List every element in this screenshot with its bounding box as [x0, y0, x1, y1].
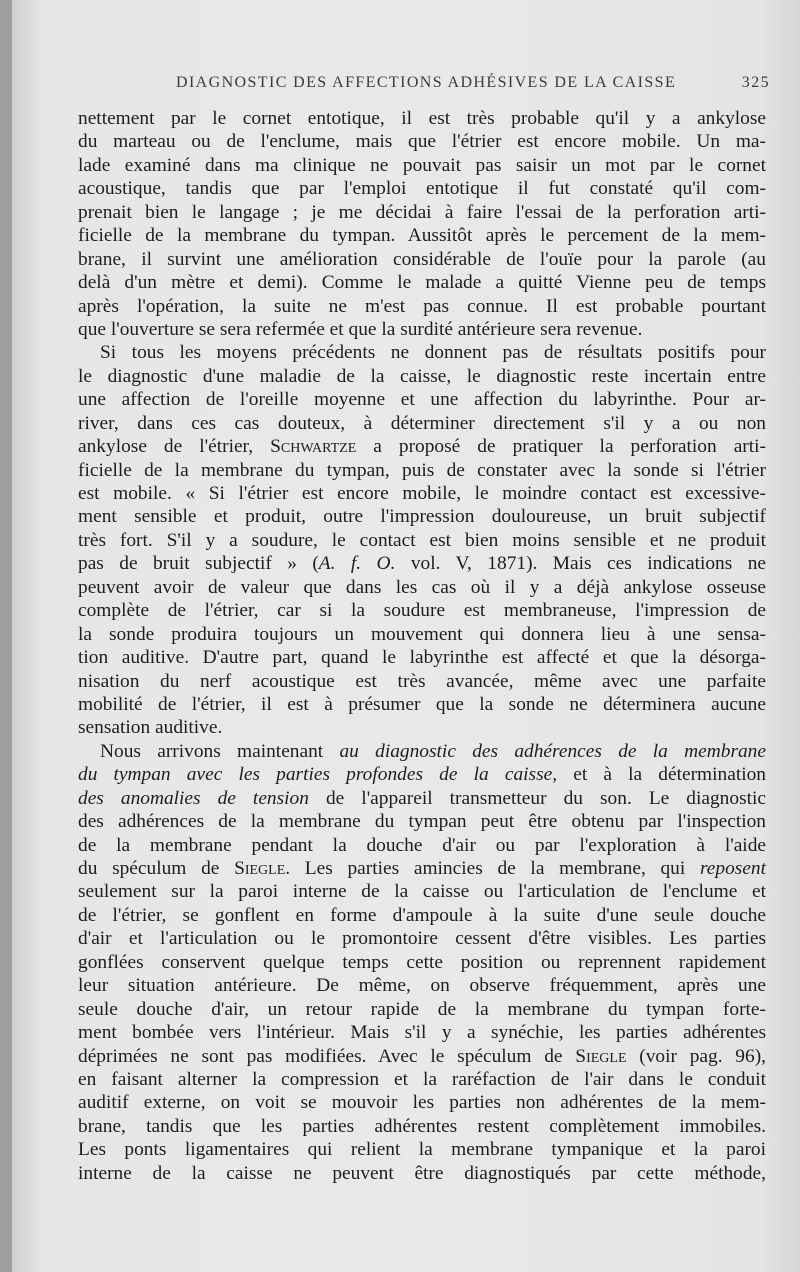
text-line	[78, 787, 766, 810]
text-line	[78, 1045, 766, 1068]
text-line: mobilité de l'étrier, il est à présumer que la sonde ne déterminera aucune	[78, 693, 766, 715]
text-line: de la membrane pendant la douche d'air ou par l'exploration à l'aide	[78, 834, 766, 856]
text-run: a proposé de pratiquer la perforation arti-	[356, 436, 766, 458]
italic-text: A. f. O.	[318, 553, 396, 575]
author-name: Schwartze	[270, 436, 357, 458]
text-line: après l'opération, la suite ne m'est pas connue. Il est probable pourtant	[78, 295, 766, 317]
text-line: complète de l'étrier, car si la soudure est membraneuse, l'impression de	[78, 600, 766, 622]
text-run: . Les parties amincies de la membrane, qui	[285, 858, 700, 879]
italic-text: reposent	[699, 858, 766, 879]
text-line: ficielle de la membrane du tympan. Aussitôt après le percement de la mem-	[78, 225, 766, 247]
italic-text: du tympan avec les parties profondes de la caisse,	[78, 764, 558, 786]
text-line: Les ponts ligamentaires qui relient la membrane tympanique et la paroi	[78, 1139, 766, 1161]
text-line: des adhérences de la membrane du tympan peut être obtenu par l'inspection	[78, 811, 766, 833]
running-header	[80, 70, 770, 98]
text-line: peuvent avoir de valeur que dans les cas où il y a déjà ankylose osseuse	[78, 576, 766, 598]
text-line: du marteau ou de l'enclume, mais que l'étrier est encore mobile. Un ma-	[78, 131, 766, 153]
text-line: la sonde produira toujours un mouvement qui donnera lieu à une sensa-	[78, 623, 766, 645]
text-line: d'air et l'articulation ou le promontoire cessent d'être visibles. Les parties	[78, 928, 766, 950]
text-line: river, dans ces cas douteux, à déterminer directement s'il y a ou non	[78, 412, 766, 434]
text-line	[78, 435, 766, 458]
text-run: Nous arrivons maintenant	[100, 740, 340, 762]
text-line: ment sensible et produit, outre l'impression douloureuse, un bruit subjectif	[78, 506, 766, 528]
text-run: ankylose de l'étrier,	[78, 436, 271, 458]
text-line: nettement par le cornet entotique, il est très probable qu'il y a ankylose	[78, 108, 766, 129]
text-line: sensation auditive.	[78, 717, 223, 739]
text-line: nisation du nerf acoustique est très avancée, même avec une parfaite	[78, 670, 766, 692]
text-line: auditif externe, on voit se mouvoir les parties non adhérentes de la mem-	[78, 1092, 766, 1114]
text-line: ment bombée vers l'intérieur. Mais s'il y a synéchie, les parties adhérentes	[78, 1022, 766, 1044]
text-run: déprimées ne sont pas modifiées. Avec le spéculum de	[78, 1045, 576, 1067]
text-line: ficielle de la membrane du tympan, puis de constater avec la sonde si l'étrier	[78, 459, 766, 481]
text-line: seule douche d'air, un retour rapide de la membrane du tympan forte-	[78, 998, 766, 1020]
text-line: très fort. S'il y a soudure, le contact est bien moins sensible et ne produit	[78, 529, 766, 551]
page-number: 325	[741, 74, 770, 91]
text-line: prenait bien le langage ; je me décidai à faire l'essai de la perforation arti-	[78, 201, 766, 223]
running-title: DIAGNOSTIC DES AFFECTIONS ADHÉSIVES DE LA CAISSE	[176, 74, 677, 91]
text-line	[78, 857, 766, 880]
text-line: leur situation antérieure. De même, on observe fréquemment, après une	[78, 975, 766, 997]
text-run: (voir pag. 96),	[626, 1045, 766, 1067]
text-line: en faisant alterner la compression et la raréfaction de l'air dans le conduit	[78, 1068, 766, 1090]
text-run: de l'appareil transmetteur du son. Le diagnostic	[308, 787, 766, 809]
text-line: Si tous les moyens précédents ne donnent pas de résultats positifs pour	[100, 342, 766, 364]
text-line: seulement sur la paroi interne de la caisse ou l'articulation de l'enclume et	[78, 881, 766, 903]
text-line	[78, 763, 766, 786]
text-line: que l'ouverture se sera refermée et que la surdité antérieure sera revenue.	[78, 318, 643, 340]
italic-text: des anomalies de tension	[78, 787, 309, 809]
text-line: une affection de l'oreille moyenne et une affection du labyrinthe. Pour ar-	[78, 389, 766, 411]
text-line: interne de la caisse ne peuvent être diagnostiqués par cette méthode,	[78, 1162, 766, 1184]
author-name: Siegle	[575, 1045, 627, 1067]
author-name: Siegle	[234, 858, 286, 879]
text-run: pas de bruit subjectif » (	[78, 553, 319, 575]
text-line: lade examiné dans ma clinique ne pouvait pas saisir un mot par le cornet	[78, 154, 766, 176]
text-line: gonflées conservent quelque temps cette position ou reprennent rapidement	[78, 951, 766, 973]
text-run: du spéculum de	[78, 858, 235, 879]
text-line: le diagnostic d'une maladie de la caisse, le diagnostic reste incertain entre	[78, 365, 766, 387]
text-line: acoustique, tandis que par l'emploi entotique il fut constaté qu'il com-	[78, 178, 766, 200]
text-run: et à la détermination	[557, 764, 766, 786]
text-line: tion auditive. D'autre part, quand le labyrinthe est affecté et que la désorga-	[78, 647, 766, 669]
body-text	[78, 107, 766, 1185]
text-run: vol. V, 1871). Mais ces indications ne	[395, 553, 766, 575]
text-line: brane, il survint une amélioration considérable de l'ouïe pour la parole (au	[78, 248, 766, 270]
book-page	[12, 0, 800, 1272]
italic-text: au diagnostic des adhérences de la membrane	[339, 740, 766, 762]
text-line	[78, 740, 766, 763]
text-line: delà d'un mètre et demi). Comme le malade a quitté Vienne peu de temps	[78, 272, 766, 294]
text-line	[78, 552, 766, 575]
text-line: est mobile. « Si l'étrier est encore mobile, le moindre contact est excessive-	[78, 483, 766, 504]
text-line: brane, tandis que les parties adhérentes restent complètement immobiles.	[78, 1115, 766, 1137]
text-line: de l'étrier, se gonflent en forme d'ampoule à la suite d'une seule douche	[78, 904, 766, 926]
